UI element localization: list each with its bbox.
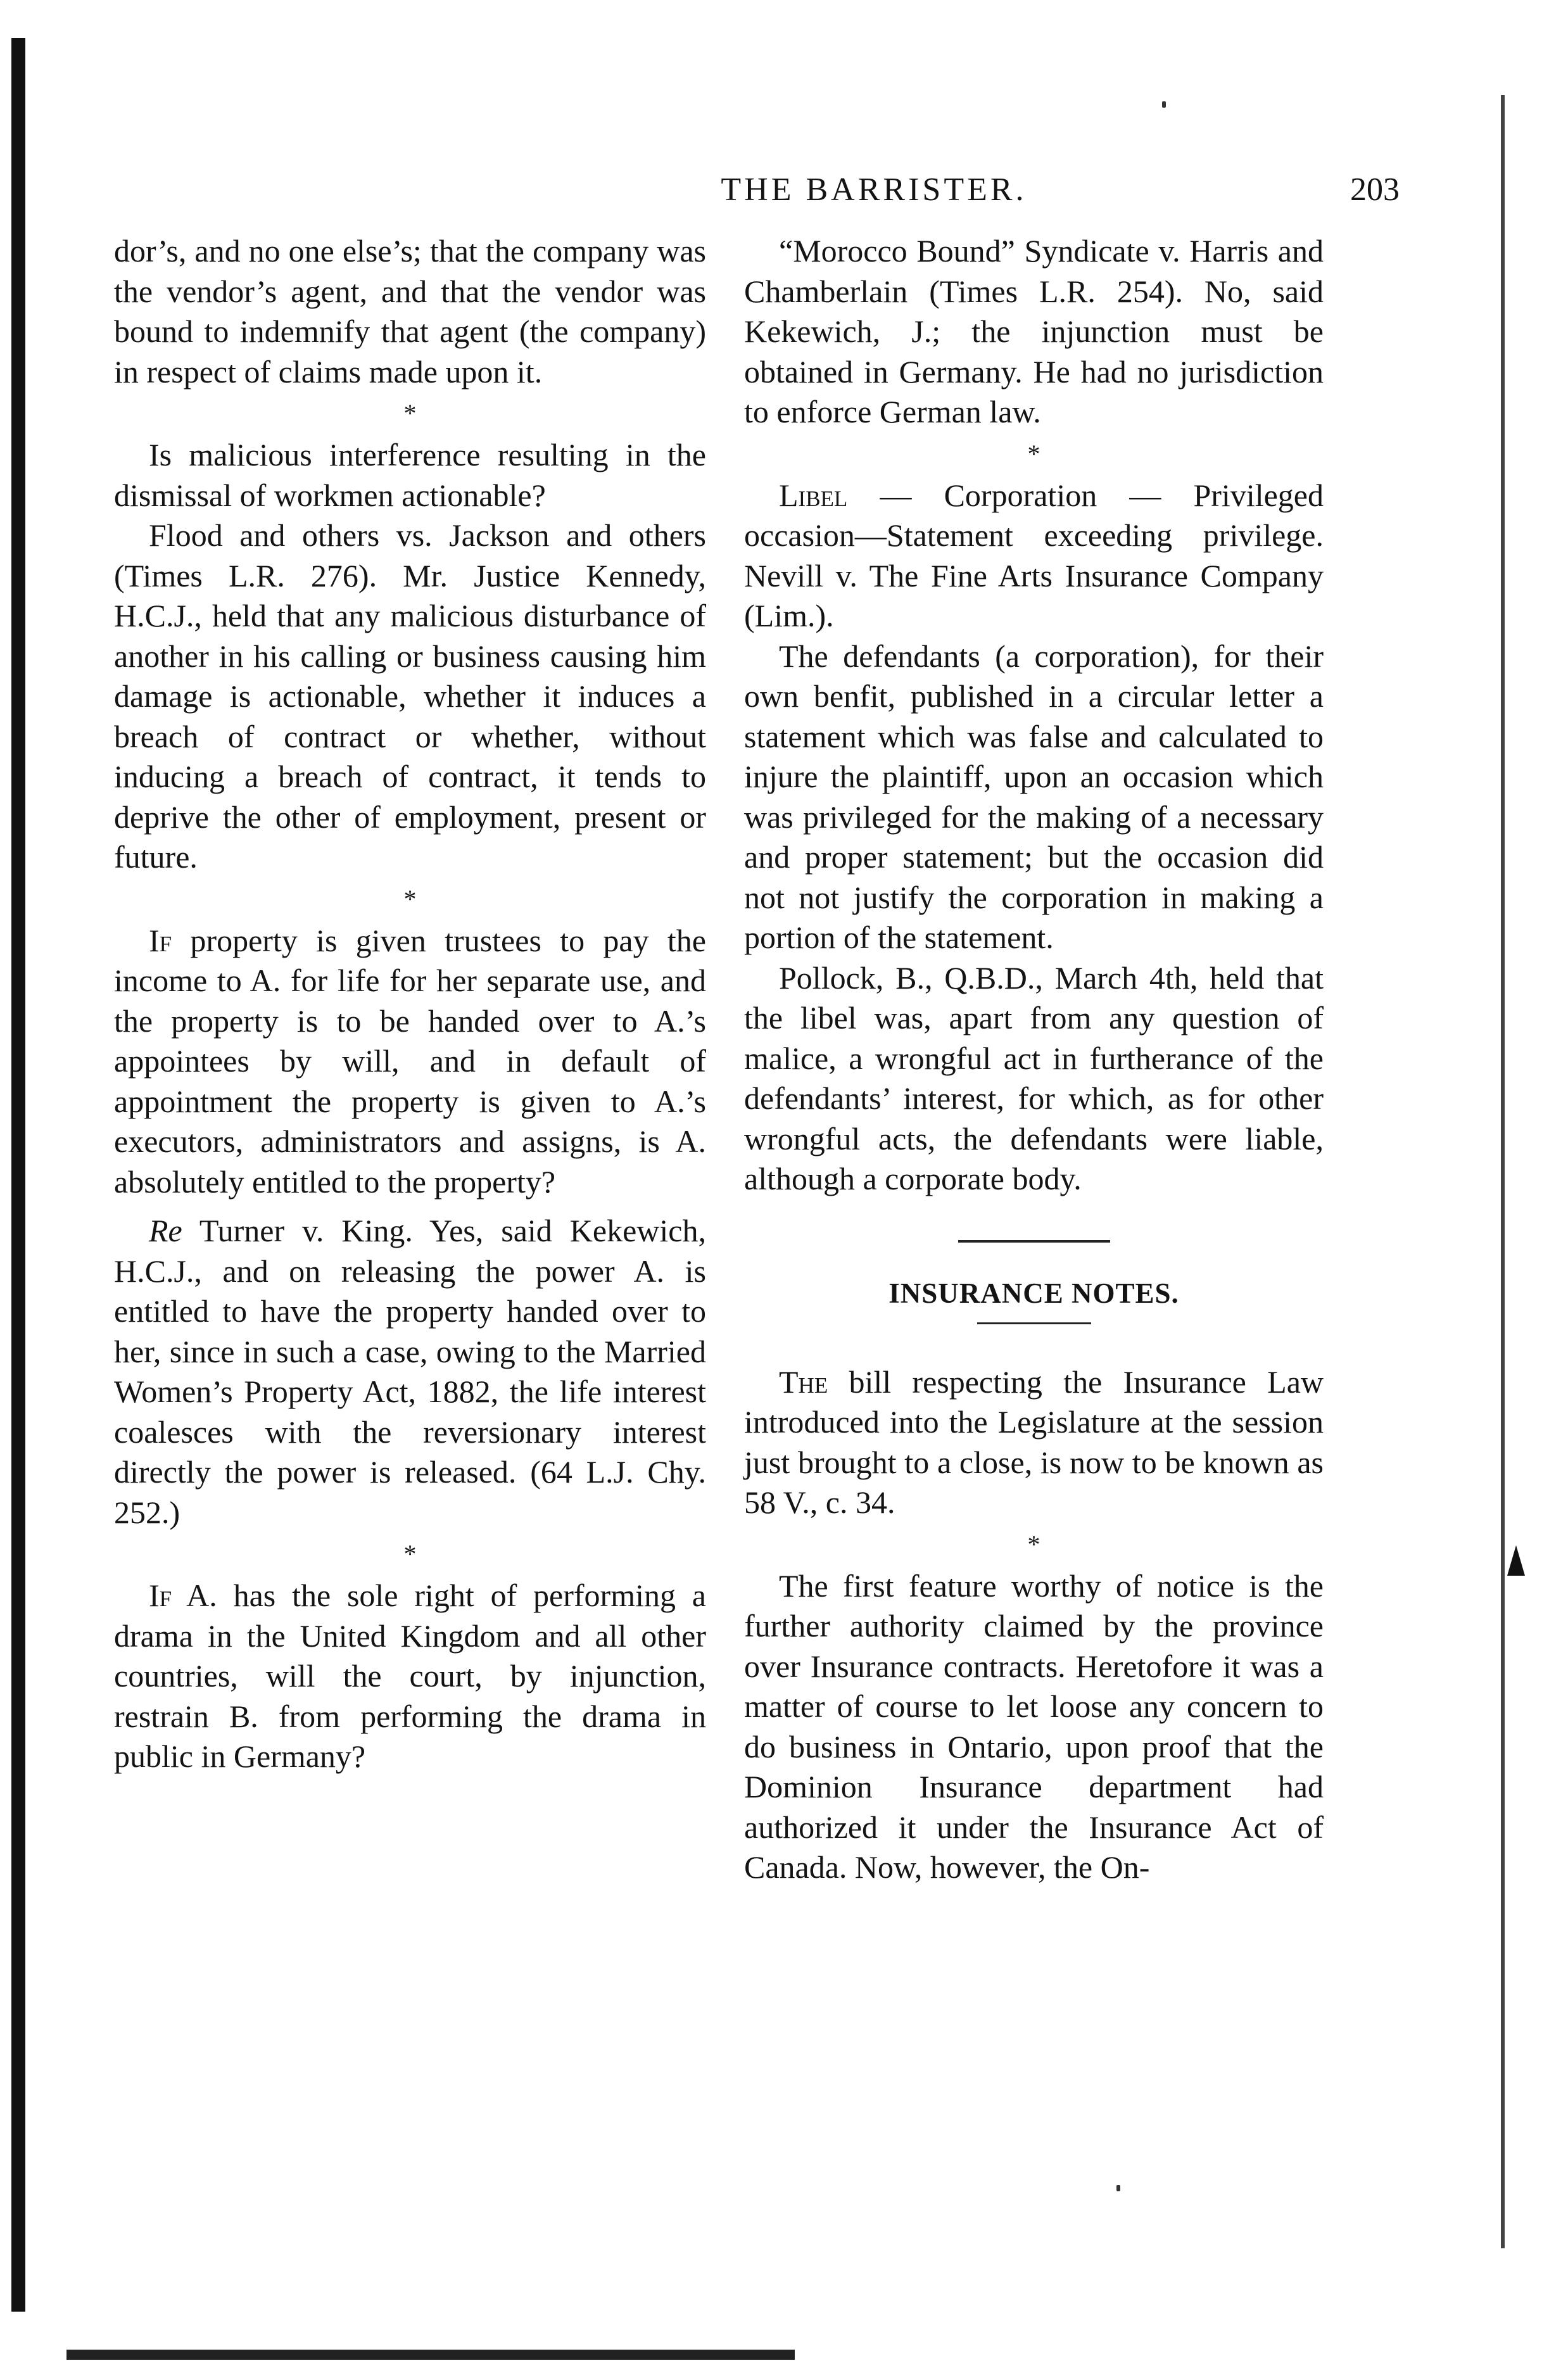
lead-word: If	[149, 922, 172, 958]
paragraph: dor’s, and no one else’s; that the company was the vendor’s agent, and that the vendor was bound to indemnify that agent (the company) in respect of claims made upon it.	[114, 233, 706, 389]
bottom-scan-edge	[66, 2350, 795, 2360]
paragraph	[744, 1362, 1324, 1523]
ink-speck	[1116, 2185, 1120, 2191]
paragraph	[744, 476, 1324, 636]
section-divider-star: *	[403, 399, 417, 427]
paragraph: Flood and others vs. Jackson and others (Times L.R. 276). Mr. Justice Kennedy, H.C.J., held that any malicious disturbance of another in his calling or business causing him damage is actionable, whether it induces a breach of contract or whether, without inducing a breach of contract, it tends to deprive the other of employment, present or future.	[114, 517, 706, 875]
lead-word: If	[149, 1578, 172, 1613]
paragraph-text: Turner v. King. Yes, said Kekewich, H.C.J., and on releasing the power A. is entitled to have the property handed over to her, since in such a case, owing to the Married Women’s Property Act, 1882, the life interest coalesces with the reversionary interest directly the power is released. (64 L.J. Chy. 252.)	[114, 1213, 706, 1530]
right-column	[744, 231, 1324, 1888]
lead-word: The	[779, 1364, 828, 1400]
paragraph	[114, 921, 706, 1203]
ink-speck	[1162, 101, 1166, 108]
paragraph-text: — Corporation — Privileged occasion—Statement exceeding privilege. Nevill v. The Fine Arts Insurance Company (Lim.).	[744, 477, 1324, 633]
lead-word: Libel	[779, 477, 848, 513]
lead-word: Re	[149, 1213, 182, 1248]
paragraph: “Morocco Bound” Syndicate v. Harris and Chamberlain (Times L.R. 254). No, said Kekewich, J.; the injunction must be obtained in Germany. He had no jurisdiction to enforce German law.	[744, 233, 1324, 429]
paragraph: The first feature worthy of notice is the further authority claimed by the province over Insurance contracts. Heretofore it was a matter of course to let loose any concern to do business in Ontario, upon proof that the Dominion Insurance department had authorized it under the Insurance Act of Canada. Now, however, the On-	[744, 1567, 1324, 1885]
section-divider-star: *	[403, 884, 417, 913]
section-divider-star: *	[1027, 439, 1040, 468]
paragraph-text: A. has the sole right of performing a drama in the United Kingdom and all other countries, will the court, by injunction, restrain B. from performing the drama in public in Germany?	[114, 1578, 706, 1774]
paragraph: The defendants (a corporation), for their own benfit, published in a circular letter a statement which was false and calculated to injure the plaintiff, upon an occasion which was privileged for the making of a necessary and proper statement; but the occasion did not not justify the corporation in making a portion of the statement.	[744, 638, 1324, 955]
paragraph	[114, 1211, 706, 1533]
paragraph-text: bill respecting the Insurance Law introduced into the Legislature at the session just brought to a close, is now to be known as 58 V., c. 34.	[744, 1364, 1324, 1520]
paragraph	[114, 1576, 706, 1777]
binding-edge	[11, 38, 25, 2312]
section-divider-star: *	[1027, 1529, 1040, 1559]
section-heading: INSURANCE NOTES.	[888, 1277, 1179, 1309]
paragraph-text: property is given trustees to pay the income to A. for life for her separate use, and the property is to be handed over to A.’s appointees by will, and in default of appointment the property is given to A.’s executors, administrators and assigns, is A. absolutely entitled to the property?	[114, 922, 706, 1200]
margin-mark	[1507, 1545, 1525, 1576]
section-divider-star: *	[403, 1540, 417, 1568]
paragraph: Is malicious interference resulting in the dismissal of workmen actionable?	[114, 437, 706, 513]
paragraph: Pollock, B., Q.B.D., March 4th, held that the libel was, apart from any question of malice, a wrongful act in furtherance of the defendants’ interest, for which, as for other wrongful acts, the defendants were liable, although a corporate body.	[744, 959, 1324, 1196]
right-margin-rule	[1501, 95, 1505, 2248]
section-rule	[977, 1322, 1091, 1324]
section-rule	[958, 1240, 1110, 1243]
page-number: 203	[1350, 172, 1400, 208]
left-column	[114, 231, 706, 1777]
running-head: THE BARRISTER.	[721, 172, 1027, 208]
